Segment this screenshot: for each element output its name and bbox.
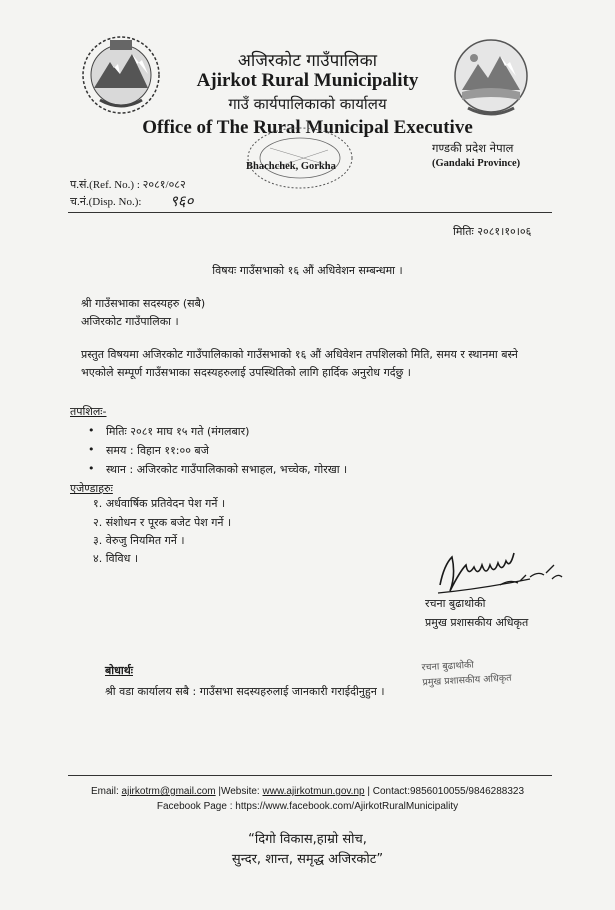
- agenda-item: १. अर्धवार्षिक प्रतिवेदन पेश गर्ने ।: [93, 497, 226, 510]
- dispatch-number-label: च.नं.(Disp. No.):: [70, 196, 142, 208]
- slogan-line-1: “दिगो विकास,हाम्रो सोच,: [248, 832, 367, 847]
- handwritten-signature: [430, 535, 565, 605]
- website-link[interactable]: www.ajirkotmun.gov.np: [262, 786, 365, 797]
- letter-subject: विषयः गाउँसभाको १६ औं अधिवेशन सम्बन्धमा ।: [212, 264, 403, 277]
- footer-divider: [68, 775, 552, 776]
- footer-contact-line: [0, 786, 615, 797]
- details-item-date: [92, 424, 249, 439]
- slogan-line-2: सुन्दर, शान्त, समृद्ध अजिरकोट”: [231, 852, 384, 867]
- stamp-title: प्रमुख प्रशासकीय अधिकृत: [422, 672, 512, 689]
- body-paragraph: प्रस्तुत विषयमा अजिरकोट गाउँपालिकाको गाउँसभाको १६ औं अधिवेशन तपशिलको मिति, समय र स्थानमा बस्ने भएकोले सम्पूर्ण गाउँसभाका सदस्यहरुलाई उपस्थितिको लागि हार्दिक अनुरोध गर्दछु ।: [81, 348, 518, 379]
- municipality-name-english: Ajirkot Rural Municipality: [196, 70, 419, 91]
- header-divider: [68, 212, 552, 213]
- agenda-heading: एजेण्डाहरुः: [70, 482, 113, 495]
- details-item-text: मितिः २०८१ माघ १५ गते (मंगलबार): [106, 425, 250, 438]
- location-text: Bhachchek, Gorkha: [246, 161, 336, 172]
- cc-recipient-line: श्री वडा कार्यालय सबै : गाउँसभा सदस्यहरुलाई जानकारी गराईदीनुहुन ।: [105, 685, 385, 698]
- details-item-text: समय : विहान ११:०० बजे: [106, 444, 209, 457]
- agenda-item: ३. वेरुजु नियमित गर्ने ।: [93, 534, 185, 547]
- letter-date: मितिः २०८१।१०।०६: [453, 225, 532, 238]
- details-item-text: स्थान : अजिरकोट गाउँपालिकाको सभाहल, भच्चेक, गोरखा ।: [106, 463, 348, 476]
- contact-numbers: | Contact:9856010055/9846288323: [367, 786, 525, 797]
- facebook-page-line: Facebook Page : https://www.facebook.com/AjirkotRuralMunicipality: [156, 801, 459, 812]
- signatory-name: रचना बुढाथोकी: [425, 597, 486, 610]
- province-nepali: गण्डकी प्रदेश नेपाल: [432, 141, 514, 155]
- signatory-name-stamp: [421, 656, 512, 691]
- office-name-english: Office of The Rural Municipal Executive: [142, 117, 473, 138]
- details-heading: तपशिलः-: [70, 405, 107, 418]
- reference-number: प.सं.(Ref. No.) : २०८१/०८२: [70, 179, 186, 191]
- dispatch-number-value: ९६०: [170, 192, 194, 210]
- website-label: |Website:: [218, 786, 260, 797]
- stamp-name: रचना बुढाथोकी: [421, 659, 475, 674]
- agenda-item: ४. विविध ।: [93, 552, 139, 565]
- details-item-venue: [92, 462, 347, 477]
- agenda-item: २. संशोधन र पूरक बजेट पेश गर्ने ।: [93, 516, 232, 529]
- province-english: (Gandaki Province): [432, 158, 521, 169]
- office-name-nepali: गाउँ कार्यपालिकाको कार्यालय: [228, 95, 387, 113]
- municipality-name-nepali: अजिरकोट गाउँपालिका: [237, 51, 378, 71]
- signatory-title: प्रमुख प्रशासकीय अधिकृत: [425, 616, 529, 629]
- email-link[interactable]: ajirkotrm@gmail.com: [121, 786, 216, 797]
- addressee-line-2: अजिरकोट गाउँपालिका ।: [81, 315, 179, 328]
- email-label: Email:: [90, 786, 119, 797]
- addressee-line-1: श्री गाउँसभाका सदस्यहरु (सबै): [81, 297, 206, 310]
- cc-heading: बोधार्थः: [105, 664, 133, 677]
- details-item-time: [92, 443, 209, 458]
